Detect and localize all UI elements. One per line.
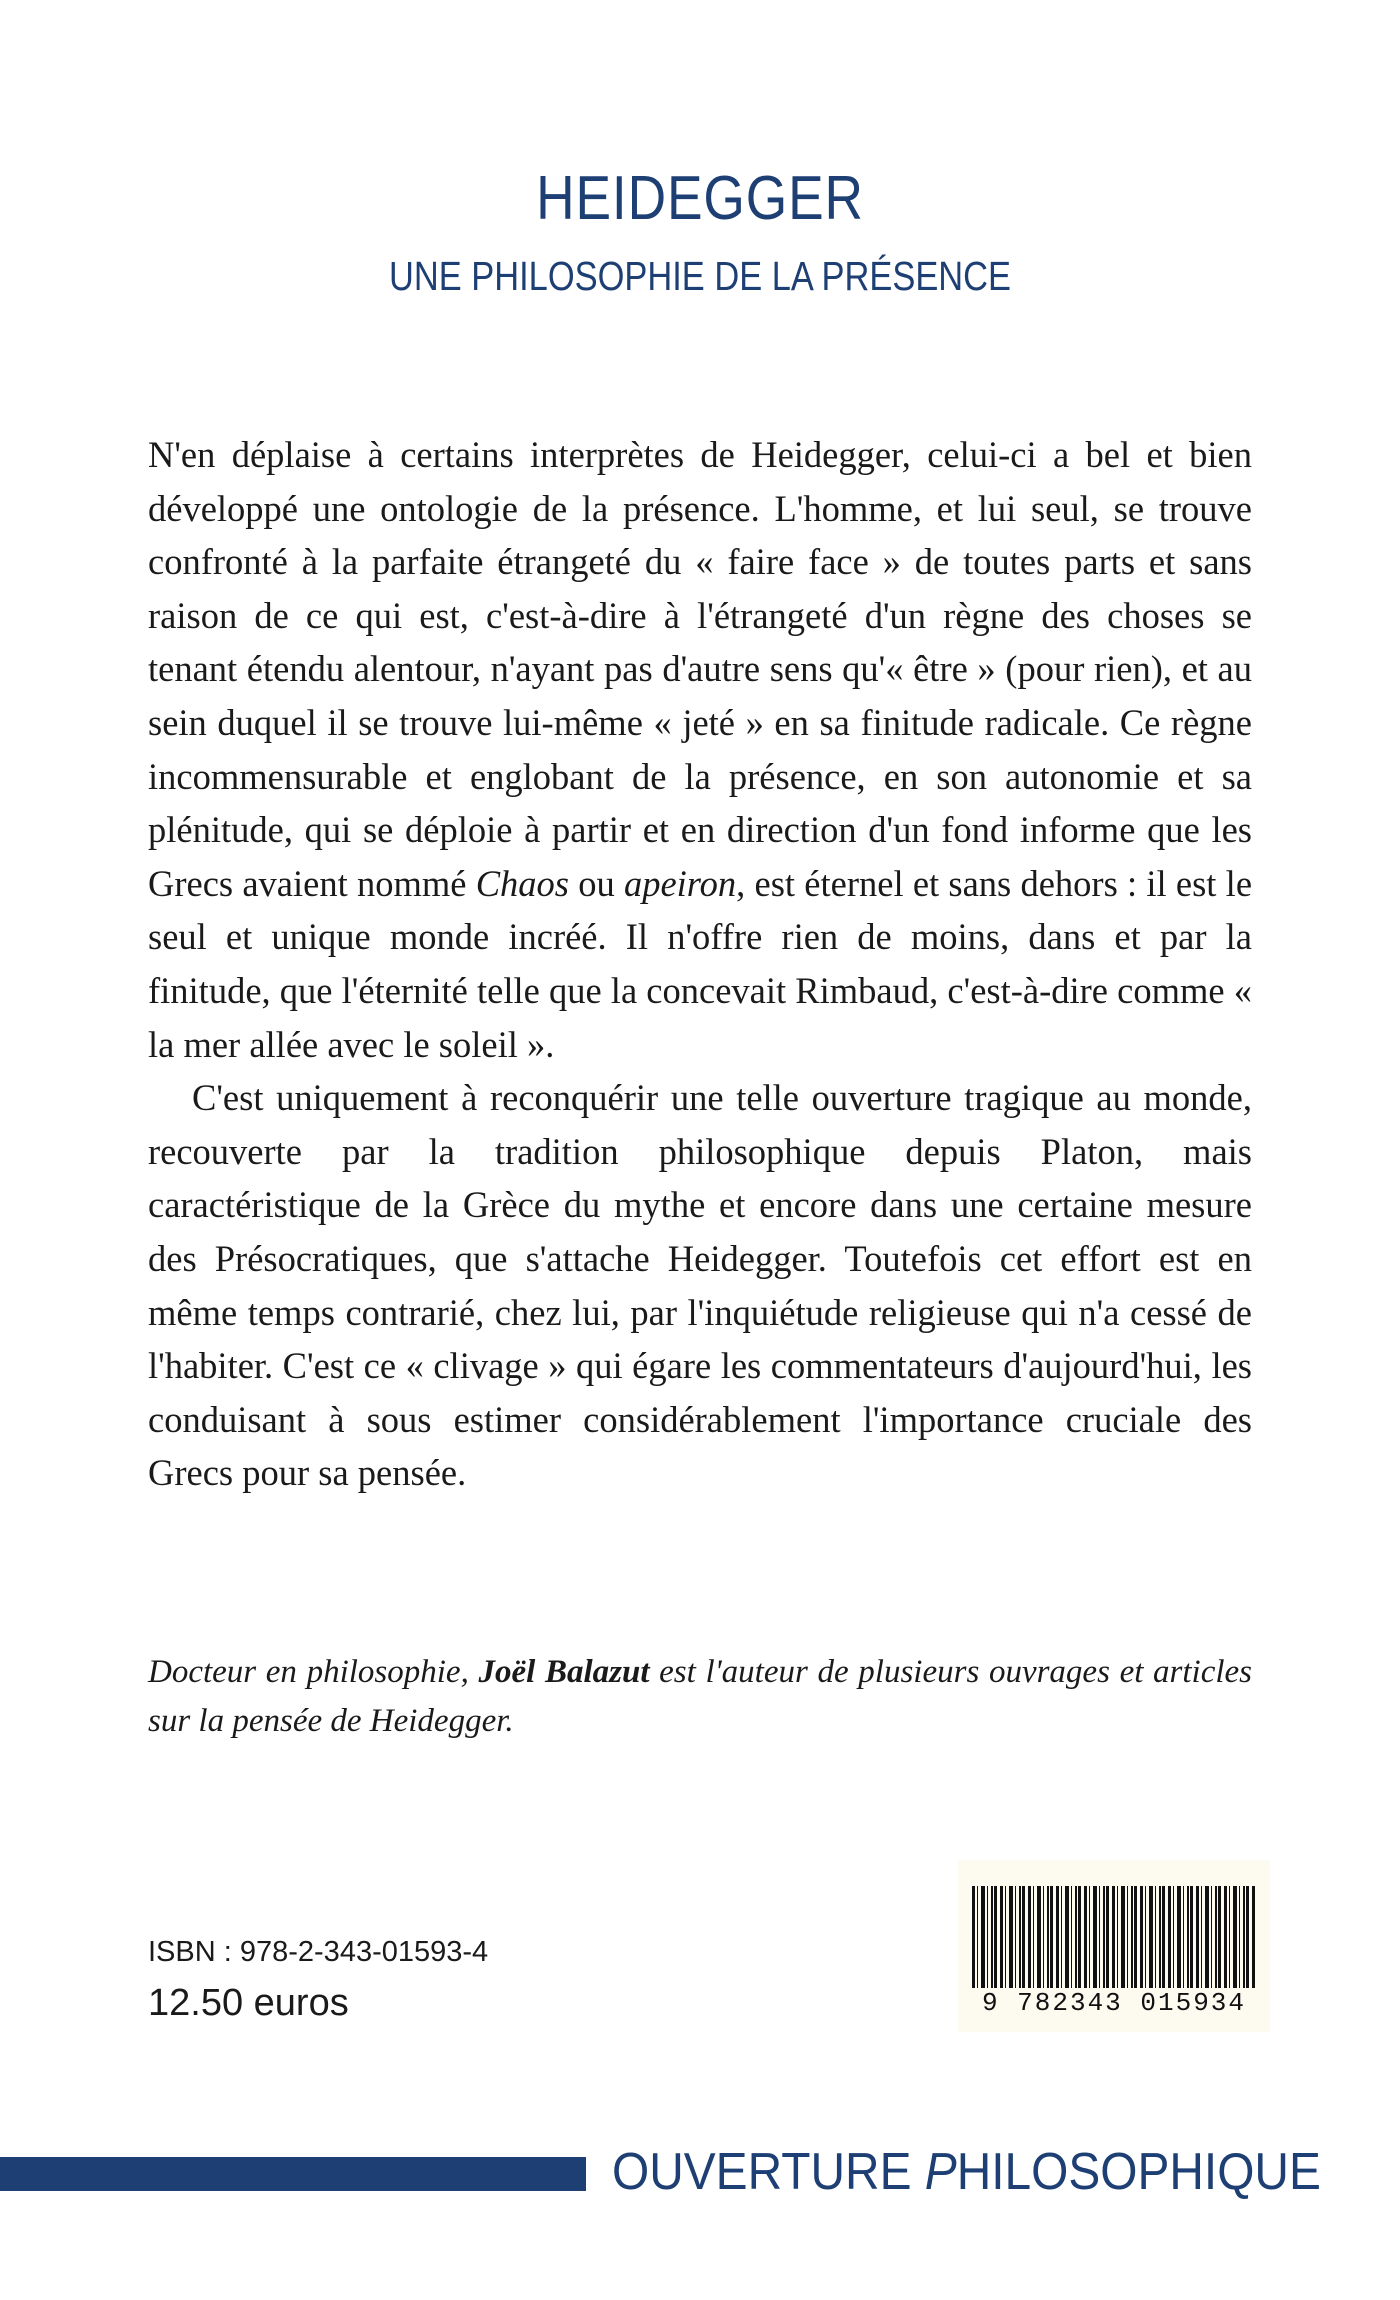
barcode-digits: 9 782343 015934 xyxy=(981,1988,1247,2018)
collection-name-italic: P xyxy=(924,2143,957,2201)
back-cover-blurb xyxy=(148,428,1252,1500)
blurb-text: ou xyxy=(569,862,624,904)
collection-name-part: HILOSOPHIQUE xyxy=(956,2143,1321,2201)
blurb-paragraph-2: C'est uniquement à reconquérir une telle ouverture tragique au monde, recouverte par la tradition philosophique depuis Platon, mais caractéristique de la Grèce du mythe et encore dans une certaine mesure des Présocratiques, que s'attache Heidegger. Toutefois cet effort est en même temps contrarié, chez lui, par l'inquiétude religieuse qui n'a cessé de l'habiter. C'est ce « clivage » qui égare les commentateurs d'aujourd'hui, les conduisant à sous estimer considérablement l'importance cruciale des Grecs pour sa pensée. xyxy=(148,1077,1252,1494)
author-bio xyxy=(148,1648,1252,1746)
author-name: Joël Balazut xyxy=(478,1654,650,1690)
author-bio-text: Docteur en philosophie, xyxy=(148,1654,479,1690)
blurb-italic-term: apeiron xyxy=(623,862,737,904)
barcode-icon xyxy=(972,1886,1256,1988)
book-title: HEIDEGGER xyxy=(536,164,864,233)
isbn-label: ISBN : 978-2-343-01593-4 xyxy=(148,1936,489,1968)
blurb-paragraph-1 xyxy=(148,428,1252,1071)
collection-bar xyxy=(0,2157,586,2191)
collection-name-part: OUVERTURE xyxy=(612,2143,925,2201)
book-subtitle: UNE PHILOSOPHIE DE LA PRÉSENCE xyxy=(388,253,1012,299)
author-bio-text: est l'auteur de plusieurs ouvrages et articles sur la pensée de Heidegger. xyxy=(148,1654,1253,1739)
blurb-text: N'en déplaise à certains interprètes de Heidegger, celui-ci a bel et bien développé une ontologie de la présence. L'homme, et lui seul, se trouve confronté à la parfaite étrangeté du « faire face » de toutes parts et sans raison de ce qui est, c'est-à-dire à l'étrangeté d'un règne des choses se tenant étendu alentour, n'ayant pas d'autre sens qu'« être » (pour rien), et au sein duquel il se trouve lui-même « jeté » en sa finitude radicale. Ce règne incommensurable et englobant de la présence, en son autonomie et sa plénitude, qui se déploie à partir et en direction d'un fond informe que les Grecs avaient nommé xyxy=(148,434,1252,904)
collection-name xyxy=(612,2141,1321,2203)
price-label: 12.50 euros xyxy=(148,1982,349,2024)
blurb-text: , est éternel et sans dehors : il est le seul et unique monde incréé. Il n'offre rien de moins, dans et par la finitude, que l'éternité telle que la concevait Rimbaud, c'est-à-dire comme « la mer allée avec le soleil ». xyxy=(148,862,1253,1065)
barcode-panel xyxy=(958,1860,1270,2032)
blurb-italic-term: Chaos xyxy=(475,862,569,904)
